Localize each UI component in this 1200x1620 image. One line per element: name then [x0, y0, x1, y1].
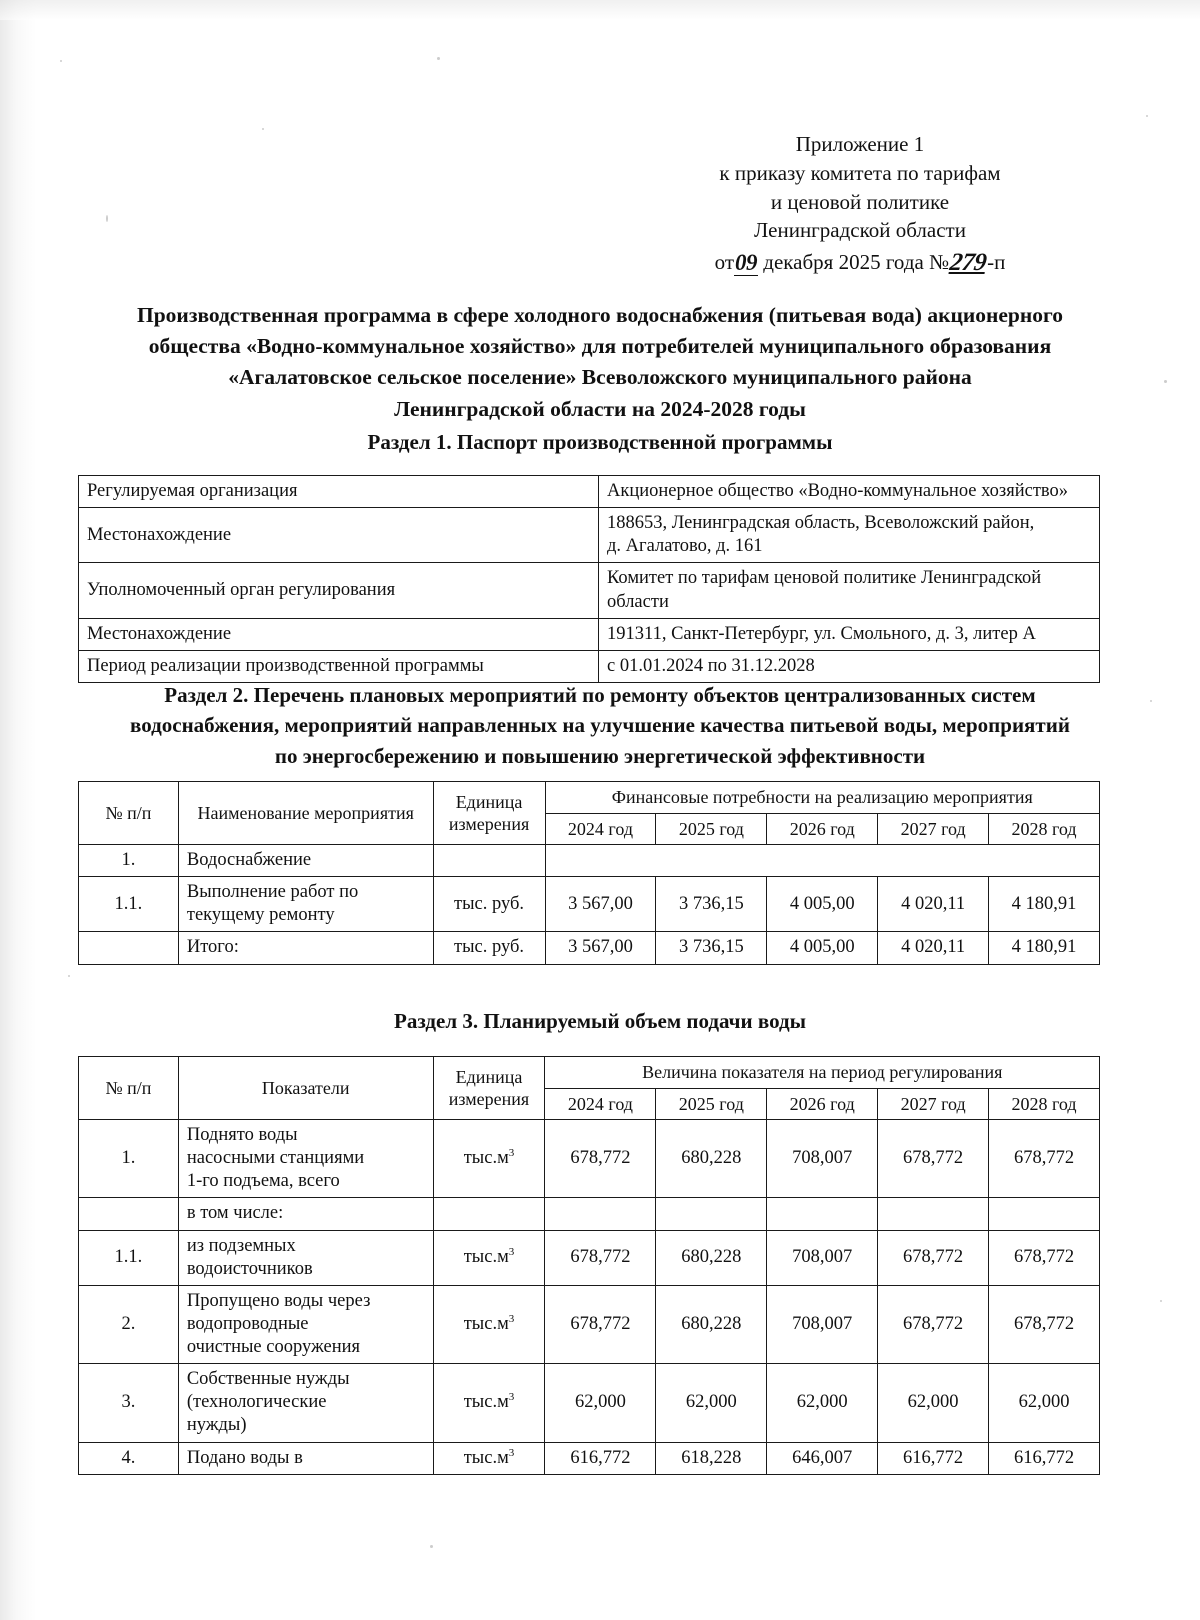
- cell-2026: 708,007: [767, 1120, 878, 1198]
- table-row: [79, 932, 1100, 964]
- document-title-line-2: общества «Водно-коммунальное хозяйство» для потребителей муниципального образования: [148, 334, 1052, 359]
- row-name: Собственные нужды (технологические нужды): [178, 1364, 433, 1442]
- scan-speck: [106, 215, 108, 222]
- row-name: Поднято воды насосными станциями 1-го подъема, всего: [178, 1120, 433, 1198]
- cell-2024: 678,772: [545, 1230, 656, 1285]
- cell-2024: 62,000: [545, 1364, 656, 1442]
- row-number: 4.: [79, 1442, 179, 1474]
- table-row: [79, 877, 1100, 932]
- document-title-line-1: Производственная программа в сфере холодного водоснабжения (питьевая вода) акционерного: [137, 303, 1063, 327]
- col-header-year-2026: 2026 год: [767, 1088, 878, 1120]
- row-unit: $тыс.м^3$: [433, 1120, 545, 1198]
- cell-2024: 3 567,00: [545, 932, 656, 964]
- section-2-heading: [85, 680, 1115, 771]
- row-number: [79, 932, 179, 964]
- cell-2027: 616,772: [878, 1442, 989, 1474]
- order-date-line: [715, 245, 1006, 279]
- section-3-table-head: [79, 1057, 1100, 1120]
- section-2-heading-line-3: по энергосбережению и повышению энергетической эффективности: [274, 743, 926, 768]
- row-number: 1.1.: [79, 1230, 179, 1285]
- cell-2024: 678,772: [545, 1285, 656, 1363]
- passport-key: Уполномоченный орган регулирования: [79, 563, 599, 618]
- table-row: [79, 476, 1100, 508]
- table-row: [79, 1120, 1100, 1198]
- col-header-num: № п/п: [79, 782, 179, 845]
- row-number: 1.1.: [79, 877, 179, 932]
- col-header-group: Финансовые потребности на реализацию мероприятия: [545, 782, 1099, 814]
- scan-speck: [262, 128, 264, 130]
- row-name: Пропущено воды через водопроводные очистные сооружения: [178, 1285, 433, 1363]
- row-unit: [433, 845, 545, 877]
- cell-2028: 62,000: [989, 1364, 1100, 1442]
- handwritten-day: 09: [735, 250, 758, 276]
- cell-2024: 678,772: [545, 1120, 656, 1198]
- table-row: [79, 1364, 1100, 1442]
- row-empty-span: [545, 845, 1099, 877]
- col-header-year-2027: 2027 год: [878, 1088, 989, 1120]
- date-prefix: от: [714, 250, 735, 275]
- cell-2025: 680,228: [656, 1120, 767, 1198]
- cell-2027: 678,772: [878, 1120, 989, 1198]
- date-month-year: декабря 2025 года: [763, 250, 924, 275]
- table-row: [79, 508, 1100, 563]
- row-number: 1.: [79, 1120, 179, 1198]
- table-row: [79, 563, 1100, 618]
- section-2-table-head: [79, 782, 1100, 845]
- passport-table: [78, 475, 1100, 683]
- table-header-row: [79, 1057, 1100, 1089]
- cell-2026: 4 005,00: [767, 932, 878, 964]
- row-name: Выполнение работ по текущему ремонту: [178, 877, 433, 932]
- row-number: 1.: [79, 845, 179, 877]
- scan-speck: [1150, 700, 1152, 702]
- section-2-table-body: [79, 845, 1100, 965]
- table-row: [79, 845, 1100, 877]
- col-header-year-2027: 2027 год: [878, 813, 989, 845]
- row-name: Итого:: [178, 932, 433, 964]
- cell-2027: 678,772: [878, 1230, 989, 1285]
- scan-speck: [68, 975, 70, 977]
- col-header-year-2028: 2028 год: [989, 1088, 1100, 1120]
- cell-2028: 4 180,91: [989, 877, 1100, 932]
- cell-2025: 618,228: [656, 1442, 767, 1474]
- cell-2028: 678,772: [989, 1230, 1100, 1285]
- passport-key: Период реализации производственной программы: [79, 650, 599, 682]
- appendix-line-1: Приложение 1: [795, 132, 925, 156]
- col-header-unit-line-1: Единица: [455, 1066, 523, 1087]
- cell-2028: [989, 1198, 1100, 1230]
- passport-value: Акционерное общество «Водно-коммунальное хозяйство»: [599, 476, 1100, 508]
- scan-edge-shadow: [0, 0, 36, 1620]
- passport-key: Местонахождение: [79, 618, 599, 650]
- col-header-year-2024: 2024 год: [545, 1088, 656, 1120]
- col-header-unit-line-2: измерения: [448, 1089, 530, 1109]
- scan-edge-top-shadow: [0, 0, 1200, 20]
- table-row: [79, 1198, 1100, 1230]
- section-2-table: [78, 781, 1100, 965]
- col-header-unit: [433, 782, 545, 845]
- cell-2026: 62,000: [767, 1364, 878, 1442]
- appendix-line-4: Ленинградской области: [754, 218, 966, 243]
- row-name: Водоснабжение: [178, 845, 433, 877]
- col-header-year-2025: 2025 год: [656, 1088, 767, 1120]
- row-unit: тыс. руб.: [433, 932, 545, 964]
- cell-2027: 4 020,11: [878, 877, 989, 932]
- cell-2025: 680,228: [656, 1230, 767, 1285]
- col-header-year-2025: 2025 год: [656, 813, 767, 845]
- section-3-heading: Раздел 3. Планируемый объем подачи воды: [394, 1009, 806, 1033]
- table-row: [79, 1285, 1100, 1363]
- cell-2027: 4 020,11: [878, 932, 989, 964]
- scan-speck: [1164, 380, 1167, 383]
- scan-speck: [1146, 115, 1148, 117]
- appendix-line-3: и ценовой политике: [770, 189, 950, 214]
- cell-2024: [545, 1198, 656, 1230]
- section-3-table: [78, 1056, 1100, 1475]
- appendix-header: [600, 130, 1120, 279]
- document-title: [90, 300, 1110, 425]
- passport-key: Местонахождение: [79, 508, 599, 563]
- section-1-heading: Раздел 1. Паспорт производственной программы: [367, 430, 833, 454]
- cell-2024: 3 567,00: [545, 877, 656, 932]
- cell-2025: 3 736,15: [656, 877, 767, 932]
- cell-2025: 62,000: [656, 1364, 767, 1442]
- cell-2025: 3 736,15: [656, 932, 767, 964]
- section-2-heading-line-1: Раздел 2. Перечень плановых мероприятий по ремонту объектов централизованных систем: [164, 683, 1036, 707]
- row-unit: [433, 1198, 545, 1230]
- col-header-name: Показатели: [178, 1057, 433, 1120]
- row-name: Подано воды в: [178, 1442, 433, 1474]
- cell-2028: 4 180,91: [989, 932, 1100, 964]
- row-unit: $тыс.м^3$: [433, 1285, 545, 1363]
- cell-2025: 680,228: [656, 1285, 767, 1363]
- cell-2026: [767, 1198, 878, 1230]
- table-row: [79, 1442, 1100, 1474]
- handwritten-order-number: 279: [948, 249, 989, 277]
- scan-speck: [437, 57, 440, 60]
- col-header-year-2028: 2028 год: [989, 813, 1100, 845]
- scan-speck: [1160, 1300, 1162, 1302]
- section-3-table-body: [79, 1120, 1100, 1475]
- cell-2024: 616,772: [545, 1442, 656, 1474]
- cell-2028: 678,772: [989, 1120, 1100, 1198]
- row-unit: $тыс.м^3$: [433, 1230, 545, 1285]
- col-header-unit: [433, 1057, 545, 1120]
- number-sign: №: [929, 250, 950, 275]
- row-name: в том числе:: [178, 1198, 433, 1230]
- row-number: [79, 1198, 179, 1230]
- row-name: из подземных водоисточников: [178, 1230, 433, 1285]
- number-suffix: -п: [987, 250, 1006, 275]
- cell-2025: [656, 1198, 767, 1230]
- cell-2026: 708,007: [767, 1230, 878, 1285]
- cell-2026: 646,007: [767, 1442, 878, 1474]
- cell-2027: 62,000: [878, 1364, 989, 1442]
- col-header-num: № п/п: [79, 1057, 179, 1120]
- col-header-year-2024: 2024 год: [545, 813, 656, 845]
- passport-table-body: [79, 476, 1100, 683]
- appendix-line-2: к приказу комитета по тарифам: [719, 160, 1001, 185]
- row-number: 2.: [79, 1285, 179, 1363]
- cell-2028: 616,772: [989, 1442, 1100, 1474]
- table-row: [79, 1230, 1100, 1285]
- scan-speck: [430, 1545, 433, 1548]
- passport-value: с 01.01.2024 по 31.12.2028: [599, 650, 1100, 682]
- section-2-heading-line-2: водоснабжения, мероприятий направленных на улучшение качества питьевой воды, мероприятий: [130, 713, 1070, 738]
- cell-2027: [878, 1198, 989, 1230]
- cell-2028: 678,772: [989, 1285, 1100, 1363]
- cell-2026: 708,007: [767, 1285, 878, 1363]
- col-header-name: Наименование мероприятия: [178, 782, 433, 845]
- row-unit: тыс. руб.: [433, 877, 545, 932]
- col-header-year-2026: 2026 год: [767, 813, 878, 845]
- cell-2026: 4 005,00: [767, 877, 878, 932]
- document-title-line-3: «Агалатовское сельское поселение» Всеволожского муниципального района: [228, 365, 972, 390]
- passport-key: Регулируемая организация: [79, 476, 599, 508]
- document-title-line-4: Ленинградской области на 2024-2028 годы: [394, 396, 806, 421]
- passport-value: Комитет по тарифам ценовой политике Ленинградской области: [599, 563, 1100, 618]
- col-header-unit-line-1: Единица: [455, 791, 523, 812]
- passport-value: 191311, Санкт-Петербург, ул. Смольного, д. 3, литер А: [599, 618, 1100, 650]
- cell-2027: 678,772: [878, 1285, 989, 1363]
- table-row: [79, 650, 1100, 682]
- scan-speck: [60, 60, 62, 62]
- table-row: [79, 618, 1100, 650]
- table-header-row: [79, 782, 1100, 814]
- row-number: 3.: [79, 1364, 179, 1442]
- col-header-unit-line-2: измерения: [448, 814, 530, 834]
- row-unit: $тыс.м^3$: [433, 1442, 545, 1474]
- col-header-group: Величина показателя на период регулирования: [545, 1057, 1100, 1089]
- row-unit: $тыс.м^3$: [433, 1364, 545, 1442]
- passport-value: 188653, Ленинградская область, Всеволожский район, д. Агалатово, д. 161: [599, 508, 1100, 563]
